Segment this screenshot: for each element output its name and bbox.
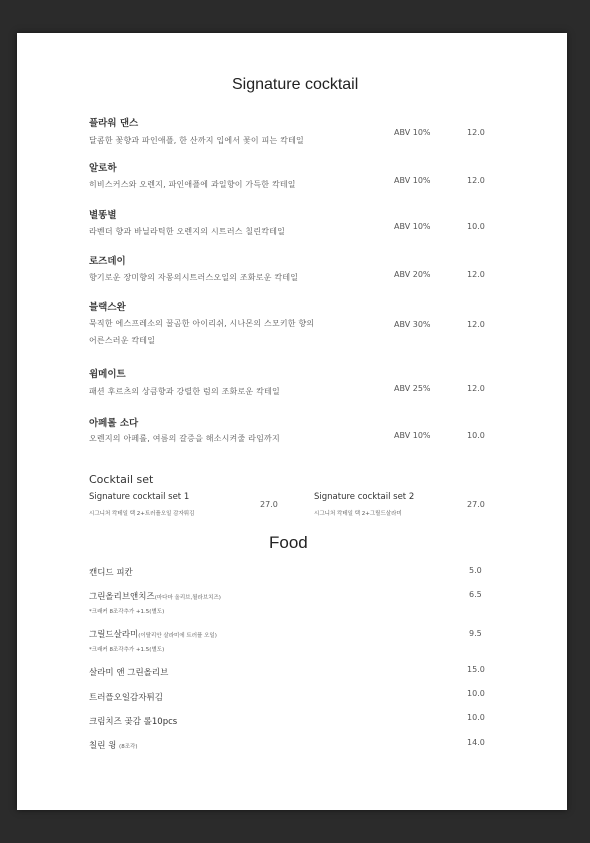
food-price: 10.0 [467,713,485,722]
cocktail-name: 알로하 [89,163,117,174]
cocktail-price: 12.0 [467,320,485,329]
cocktail-price: 10.0 [467,222,485,231]
food-name-text: 칠린 윙 [89,741,117,751]
cocktail-name: 윔메이트 [89,369,126,380]
food-name-text: 그릴드살라미 [89,630,139,640]
cocktail-name: 아페롤 소다 [89,418,139,429]
food-sub: *크래커 8조각추가 +1.5(별도) [89,609,165,615]
set-price: 27.0 [260,500,278,509]
food-title: Food [269,533,308,552]
cocktail-price: 10.0 [467,431,485,440]
cocktail-set-title: Cocktail set [89,473,154,486]
cocktail-desc: 오렌지의 아페롤, 여름의 갈증을 해소시켜줄 라임까지 [89,434,280,443]
food-name [89,739,137,751]
food-price: 5.0 [469,566,482,575]
cocktail-desc: 달콤한 꽃향과 파인애플, 한 산까지 입에서 꽃이 피는 칵테일 [89,136,304,145]
cocktail-desc: 묵직한 에스프레소의 꿀곰한 아이리쉬, 시나몬의 스모키한 향의 [89,319,315,328]
cocktail-abv: ABV 10% [394,222,431,231]
cocktail-desc: 라벤더 향과 바닐라틱한 오렌지의 시트러스 칠린칵테일 [89,227,286,236]
set-name: Signature cocktail set 1 [89,492,190,502]
food-name: 살라미 앤 그린올리브 [89,668,169,678]
set-desc: 시그니처 칵테일 택 2+트러플오일 감자튀김 [89,511,195,517]
food-price: 15.0 [467,665,485,674]
cocktail-name: 별똥별 [89,210,117,221]
cocktail-abv: ABV 10% [394,128,431,137]
set-desc: 시그니처 칵테일 택 2+그릴드살라미 [314,511,402,517]
set-name: Signature cocktail set 2 [314,492,415,502]
food-note: (이탈리안 살라미에 트러플 오일) [138,633,217,639]
signature-title: Signature cocktail [232,76,359,93]
food-name: 캔디드 피칸 [89,568,133,578]
food-price: 6.5 [469,590,482,599]
cocktail-price: 12.0 [467,128,485,137]
cocktail-price: 12.0 [467,176,485,185]
cocktail-desc-cont: 어른스러운 칵테일 [89,336,156,345]
food-price: 10.0 [467,689,485,698]
food-note: (마다마 올리브,될라브치즈) [154,595,221,601]
cocktail-name: 블랙스완 [89,302,126,313]
set-price: 27.0 [467,500,485,509]
cocktail-desc: 패션 후르츠의 상큼향과 강렬한 럼의 조화로운 칵테일 [89,387,280,396]
food-name [89,628,217,640]
cocktail-price: 12.0 [467,384,485,393]
cocktail-abv: ABV 10% [394,176,431,185]
food-note: (8조각) [119,744,138,750]
food-name: 크림치즈 곶감 롤10pcs [89,717,178,727]
food-price: 9.5 [469,629,482,638]
cocktail-desc: 향기로운 장미향의 자몽의시트러스오일의 조화로운 칵테일 [89,273,299,282]
cocktail-name: 로즈데이 [89,256,126,267]
cocktail-name: 플라워 댄스 [89,118,139,129]
menu-page [17,33,567,810]
food-name: 트러플오일감자튀김 [89,693,163,703]
cocktail-price: 12.0 [467,270,485,279]
food-price: 14.0 [467,738,485,747]
food-name [89,590,221,602]
food-sub: *크래커 8조각추가 +1.5(별도) [89,647,165,653]
cocktail-abv: ABV 25% [394,384,431,393]
cocktail-desc: 히비스커스와 오렌지, 파인애플에 과일향이 가득한 칵테일 [89,180,296,189]
cocktail-abv: ABV 10% [394,431,431,440]
cocktail-abv: ABV 30% [394,320,431,329]
food-name-text: 그린올리브앤치즈 [89,592,155,602]
cocktail-abv: ABV 20% [394,270,431,279]
